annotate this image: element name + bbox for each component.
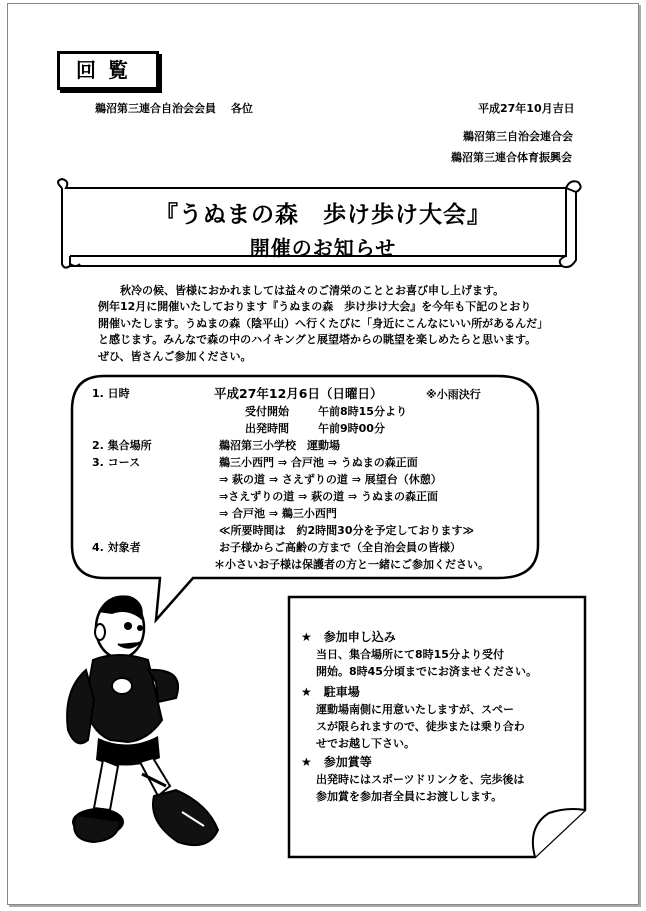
place-label: 2. 集合場所 xyxy=(92,439,152,452)
note-line: 開始。8時45分頃までにお済ませください。 xyxy=(316,665,537,678)
note-heading-parking: ★ 駐車場 xyxy=(301,685,360,699)
intro-line: 例年12月に開催いたしております『うぬまの森 歩け歩け大会』を今年も下記のとおり xyxy=(98,300,532,314)
target-note: ＊小さいお子様は保護者の方と一緒にご参加ください。 xyxy=(214,558,489,571)
date-label: 1. 日時 xyxy=(92,387,130,400)
note-heading-prizes: ★ 参加賞等 xyxy=(301,755,372,769)
course-line: ⇒ 合戸池 ⇒ 鵜三小西門 xyxy=(219,507,337,520)
place-value: 鵜沼第三小学校 運動場 xyxy=(219,439,340,452)
issue-date: 平成27年10月吉日 xyxy=(478,102,575,115)
rain-note: ※小雨決行 xyxy=(426,388,481,401)
note-heading-registration: ★ 参加申し込み xyxy=(301,630,396,644)
reception-time: 午前8時15分より xyxy=(318,405,407,418)
note-line: 出発時にはスポーツドリンクを、完歩後は xyxy=(316,773,525,786)
course-label: 3. コース xyxy=(92,456,141,469)
intro-line: ぜひ、皆さんご参加ください。 xyxy=(98,349,252,363)
note-line: 参加賞を参加者全員にお渡しします。 xyxy=(316,790,503,803)
intro-line: と感じます。みんなで森の中のハイキングと展望塔からの眺望を楽しめたらと思います。 xyxy=(98,333,537,347)
runner-illustration xyxy=(58,590,228,890)
course-line: ⇒ 萩の道 ⇒ さえずりの道 ⇒ 展望台（休憩） xyxy=(219,473,442,486)
addressee: 鵜沼第三連合自治会会員 各位 xyxy=(95,102,253,115)
departure-label: 出発時間 xyxy=(245,422,289,435)
target-label: 4. 対象者 xyxy=(92,541,141,554)
duration-note: ≪所要時間は 約2時間30分を予定しております≫ xyxy=(219,524,474,537)
intro-line: 秋冷の候、皆様におかれましては益々のご清栄のこととお喜び申し上げます。 xyxy=(120,284,505,297)
sender-2: 鵜沼第三連合体育振興会 xyxy=(451,151,572,164)
note-line: 運動場南側に用意いたしますが、スペー xyxy=(316,703,514,716)
note-line: 当日、集合場所にて8時15分より受付 xyxy=(316,648,504,661)
note-line: せでお越し下さい。 xyxy=(316,737,415,750)
circulation-stamp: 回覧 xyxy=(57,51,159,90)
intro-line: 開催いたします。うぬまの森（陰平山）へ行くたびに「身近にこんなにいい所があるんだ」 xyxy=(98,316,549,330)
event-title: 『うぬまの森 歩け歩け大会』 xyxy=(155,202,491,228)
course-line: 鵜三小西門 ⇒ 合戸池 ⇒ うぬまの森正面 xyxy=(219,456,418,469)
event-subtitle: 開催のお知らせ xyxy=(249,236,397,260)
target-value: お子様からご高齢の方まで（全自治会員の皆様） xyxy=(219,541,461,554)
note-line: スが限られますので、徒歩または乗り合わ xyxy=(316,720,525,733)
departure-time: 午前9時00分 xyxy=(318,422,385,435)
date-value: 平成27年12月6日（日曜日） xyxy=(214,386,383,401)
intro-paragraph xyxy=(98,283,548,365)
course-line: ⇒さえずりの道 ⇒ 萩の道 ⇒ うぬまの森正面 xyxy=(219,490,438,503)
reception-label: 受付開始 xyxy=(245,405,289,418)
sender-1: 鵜沼第三自治会連合会 xyxy=(463,130,573,143)
